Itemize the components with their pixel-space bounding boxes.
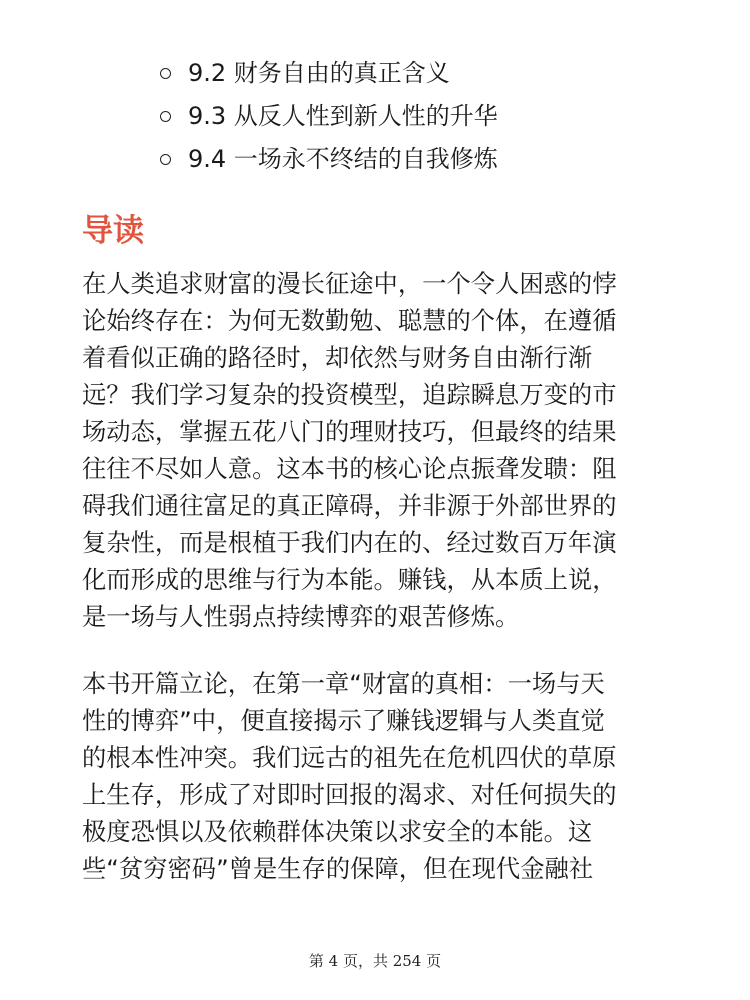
section-heading: 导读 [82,213,144,249]
text-line: 些“贫穷密码”曾是生存的保障，但在现代金融社 [82,854,594,883]
body-paragraph [82,665,682,887]
text-line: 极度恐惧以及依赖群体决策以求安全的本能。这 [82,817,593,846]
text-line: 远？我们学习复杂的投资模型，追踪瞬息万变的市 [82,380,617,409]
circle-bullet-icon [160,111,171,122]
text-line: 往往不尽如人意。这本书的核心论点振聋发聩：阻 [82,454,617,483]
text-line: 性的博弈”中，便直接揭示了赚钱逻辑与人类直觉 [82,706,605,735]
body-paragraph [82,265,682,635]
text-line: 本书开篇立论，在第一章“财富的真相：一场与天 [82,669,605,698]
text-line: 着看似正确的路径时，却依然与财务自由渐行渐 [82,343,593,372]
circle-bullet-icon [160,68,171,79]
toc-item[interactable] [160,95,498,138]
toc-item[interactable] [160,52,498,95]
text-line: 化而形成的思维与行为本能。赚钱，从本质上说， [82,565,617,594]
toc-item-label: 9.4 一场永不终结的自我修炼 [188,145,498,173]
text-line: 碍我们通往富足的真正障碍，并非源于外部世界的 [82,491,617,520]
text-line: 在人类追求财富的漫长征途中，一个令人困惑的悖 [82,269,617,298]
text-line: 的根本性冲突。我们远古的祖先在危机四伏的草原 [82,743,617,772]
text-line: 场动态，掌握五花八门的理财技巧，但最终的结果 [82,417,617,446]
page-number-footer: 第 4 页，共 254 页 [308,952,442,970]
text-line: 复杂性，而是根植于我们内在的、经过数百万年演 [82,528,617,557]
toc-item[interactable] [160,138,498,181]
text-line: 是一场与人性弱点持续博弈的艰苦修炼。 [82,602,520,631]
table-of-contents [160,52,498,181]
circle-bullet-icon [160,154,171,165]
text-line: 上生存，形成了对即时回报的渴求、对任何损失的 [82,780,617,809]
toc-item-label: 9.2 财务自由的真正含义 [188,59,450,87]
text-line: 论始终存在：为何无数勤勉、聪慧的个体，在遵循 [82,306,617,335]
toc-item-label: 9.3 从反人性到新人性的升华 [188,102,498,130]
